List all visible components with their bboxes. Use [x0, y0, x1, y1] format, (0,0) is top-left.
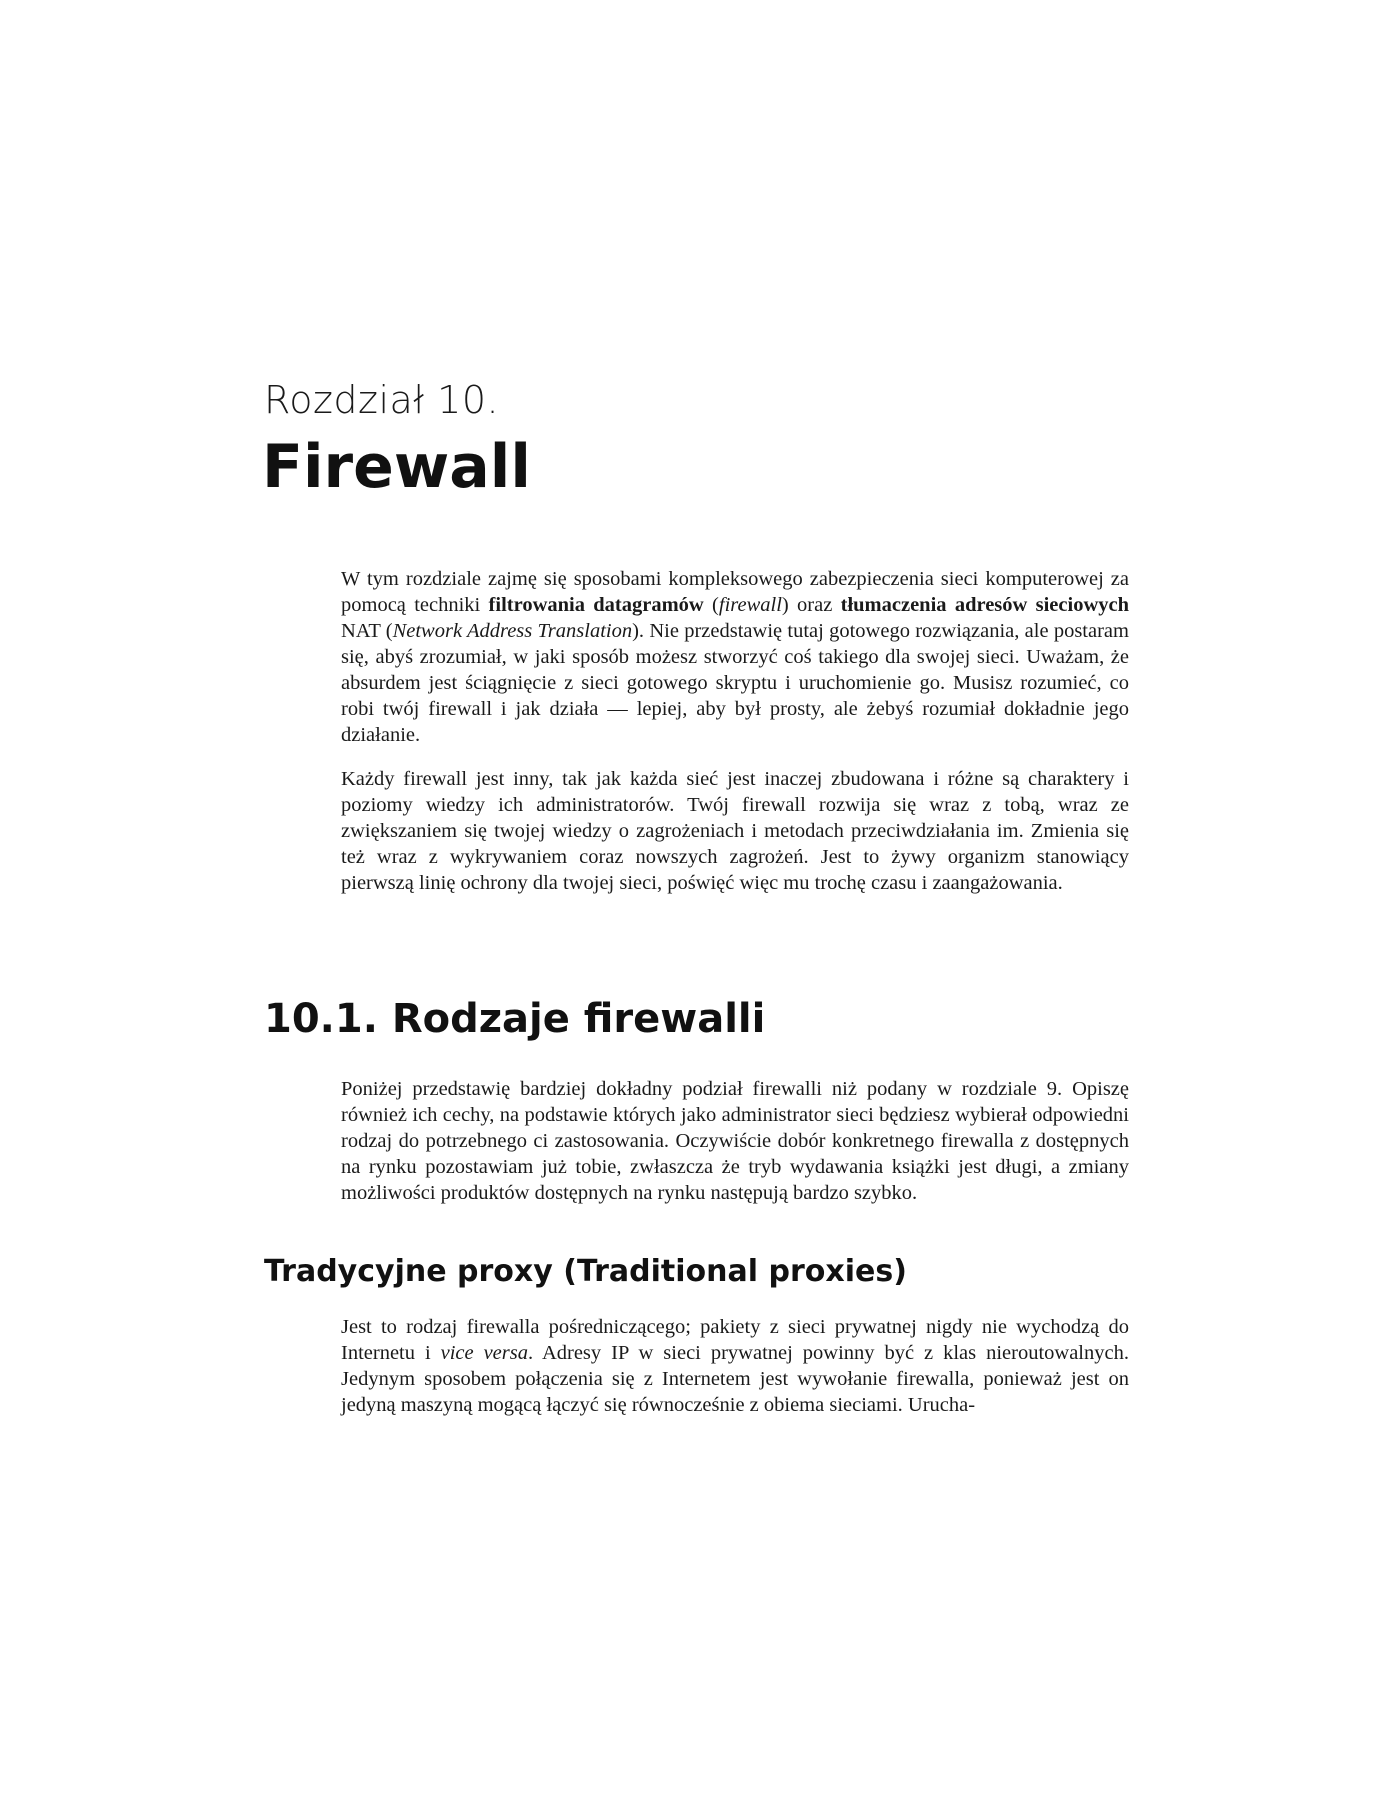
chapter-title: Firewall — [262, 432, 531, 502]
subsection-text-1: Jest to rodzaj firewalla pośredniczącego; pakiety z sieci prywatnej nigdy nie wychodzą do Internetu i — [341, 1316, 1129, 1364]
chapter-intro — [341, 566, 1129, 896]
subsection-heading: Tradycyjne proxy (Traditional proxies) — [264, 1254, 907, 1289]
subsection-text-2: . Adresy IP w sieci prywatnej powinny być z klas nieroutowalnych. Jedynym sposobem połączenia się z Internetem jest wywołanie firewalla, ponieważ jest on jedyną maszyną mogącą łączyć się równocześnie z obiema sieciami. Urucha- — [341, 1342, 1129, 1416]
subsection-paragraph — [341, 1314, 1129, 1418]
term-packet-filtering: filtrowania datagramów — [488, 594, 704, 616]
term-firewall: firewall — [718, 594, 782, 616]
intro-text-5: ). Nie przedstawię tutaj gotowego rozwiązania, ale postaram się, abyś zrozumiał, w jaki sposób możesz stworzyć coś takiego dla swojej sieci. Uważam, że absurdem jest ściągnięcie z sieci gotowego skryptu i uruchomienie go. Musisz rozumieć, co robi twój firewall i jak działa — lepiej, aby był prosty, ale żebyś rozumiał dokładnie jego działanie. — [341, 620, 1129, 746]
intro-text-3: ) oraz — [781, 594, 841, 616]
chapter-label: Rozdział 10. — [264, 378, 500, 422]
intro-text-1: W tym rozdziale zajmę się sposobami kompleksowego zabezpieczenia sieci komputerowej za pomocą techniki — [341, 568, 1129, 616]
intro-text-2: ( — [703, 594, 719, 616]
term-nat-english: Network Address Translation — [392, 620, 633, 642]
section-body — [341, 1076, 1129, 1206]
term-nat: tłumaczenia adresów sieciowych — [840, 594, 1130, 616]
section-paragraph: Poniżej przedstawię bardziej dokładny podział firewalli niż podany w rozdziale 9. Opiszę również ich cechy, na podstawie których jako administrator sieci będziesz wybierał odpowiedni rodzaj do potrzebnego ci zastosowania. Oczywiście dobór konkretnego firewalla z dostępnych na rynku pozostawiam już tobie, zwłaszcza że tryb wydawania książki jest długi, a zmiany możliwości produktów dostępnych na rynku następują bardzo szybko. — [341, 1078, 1129, 1204]
intro-text-4: NAT ( — [341, 620, 393, 642]
intro-paragraph-1 — [341, 566, 1129, 748]
intro-paragraph-2: Każdy firewall jest inny, tak jak każda sieć jest inaczej zbudowana i różne są charaktery i poziomy wiedzy ich administratorów. Twój firewall rozwija się wraz z tobą, wraz ze zwiększaniem się twojej wiedzy o zagrożeniach i metodach przeciwdziałania im. Zmienia się też wraz z wykrywaniem coraz nowszych zagrożeń. Jest to żywy organizm stanowiący pierwszą linię ochrony dla twojej sieci, poświęć więc mu trochę czasu i zaangażowania. — [341, 768, 1129, 894]
section-heading: 10.1. Rodzaje firewalli — [264, 996, 766, 1042]
term-vice-versa: vice versa — [440, 1342, 528, 1364]
subsection-body — [341, 1314, 1129, 1418]
